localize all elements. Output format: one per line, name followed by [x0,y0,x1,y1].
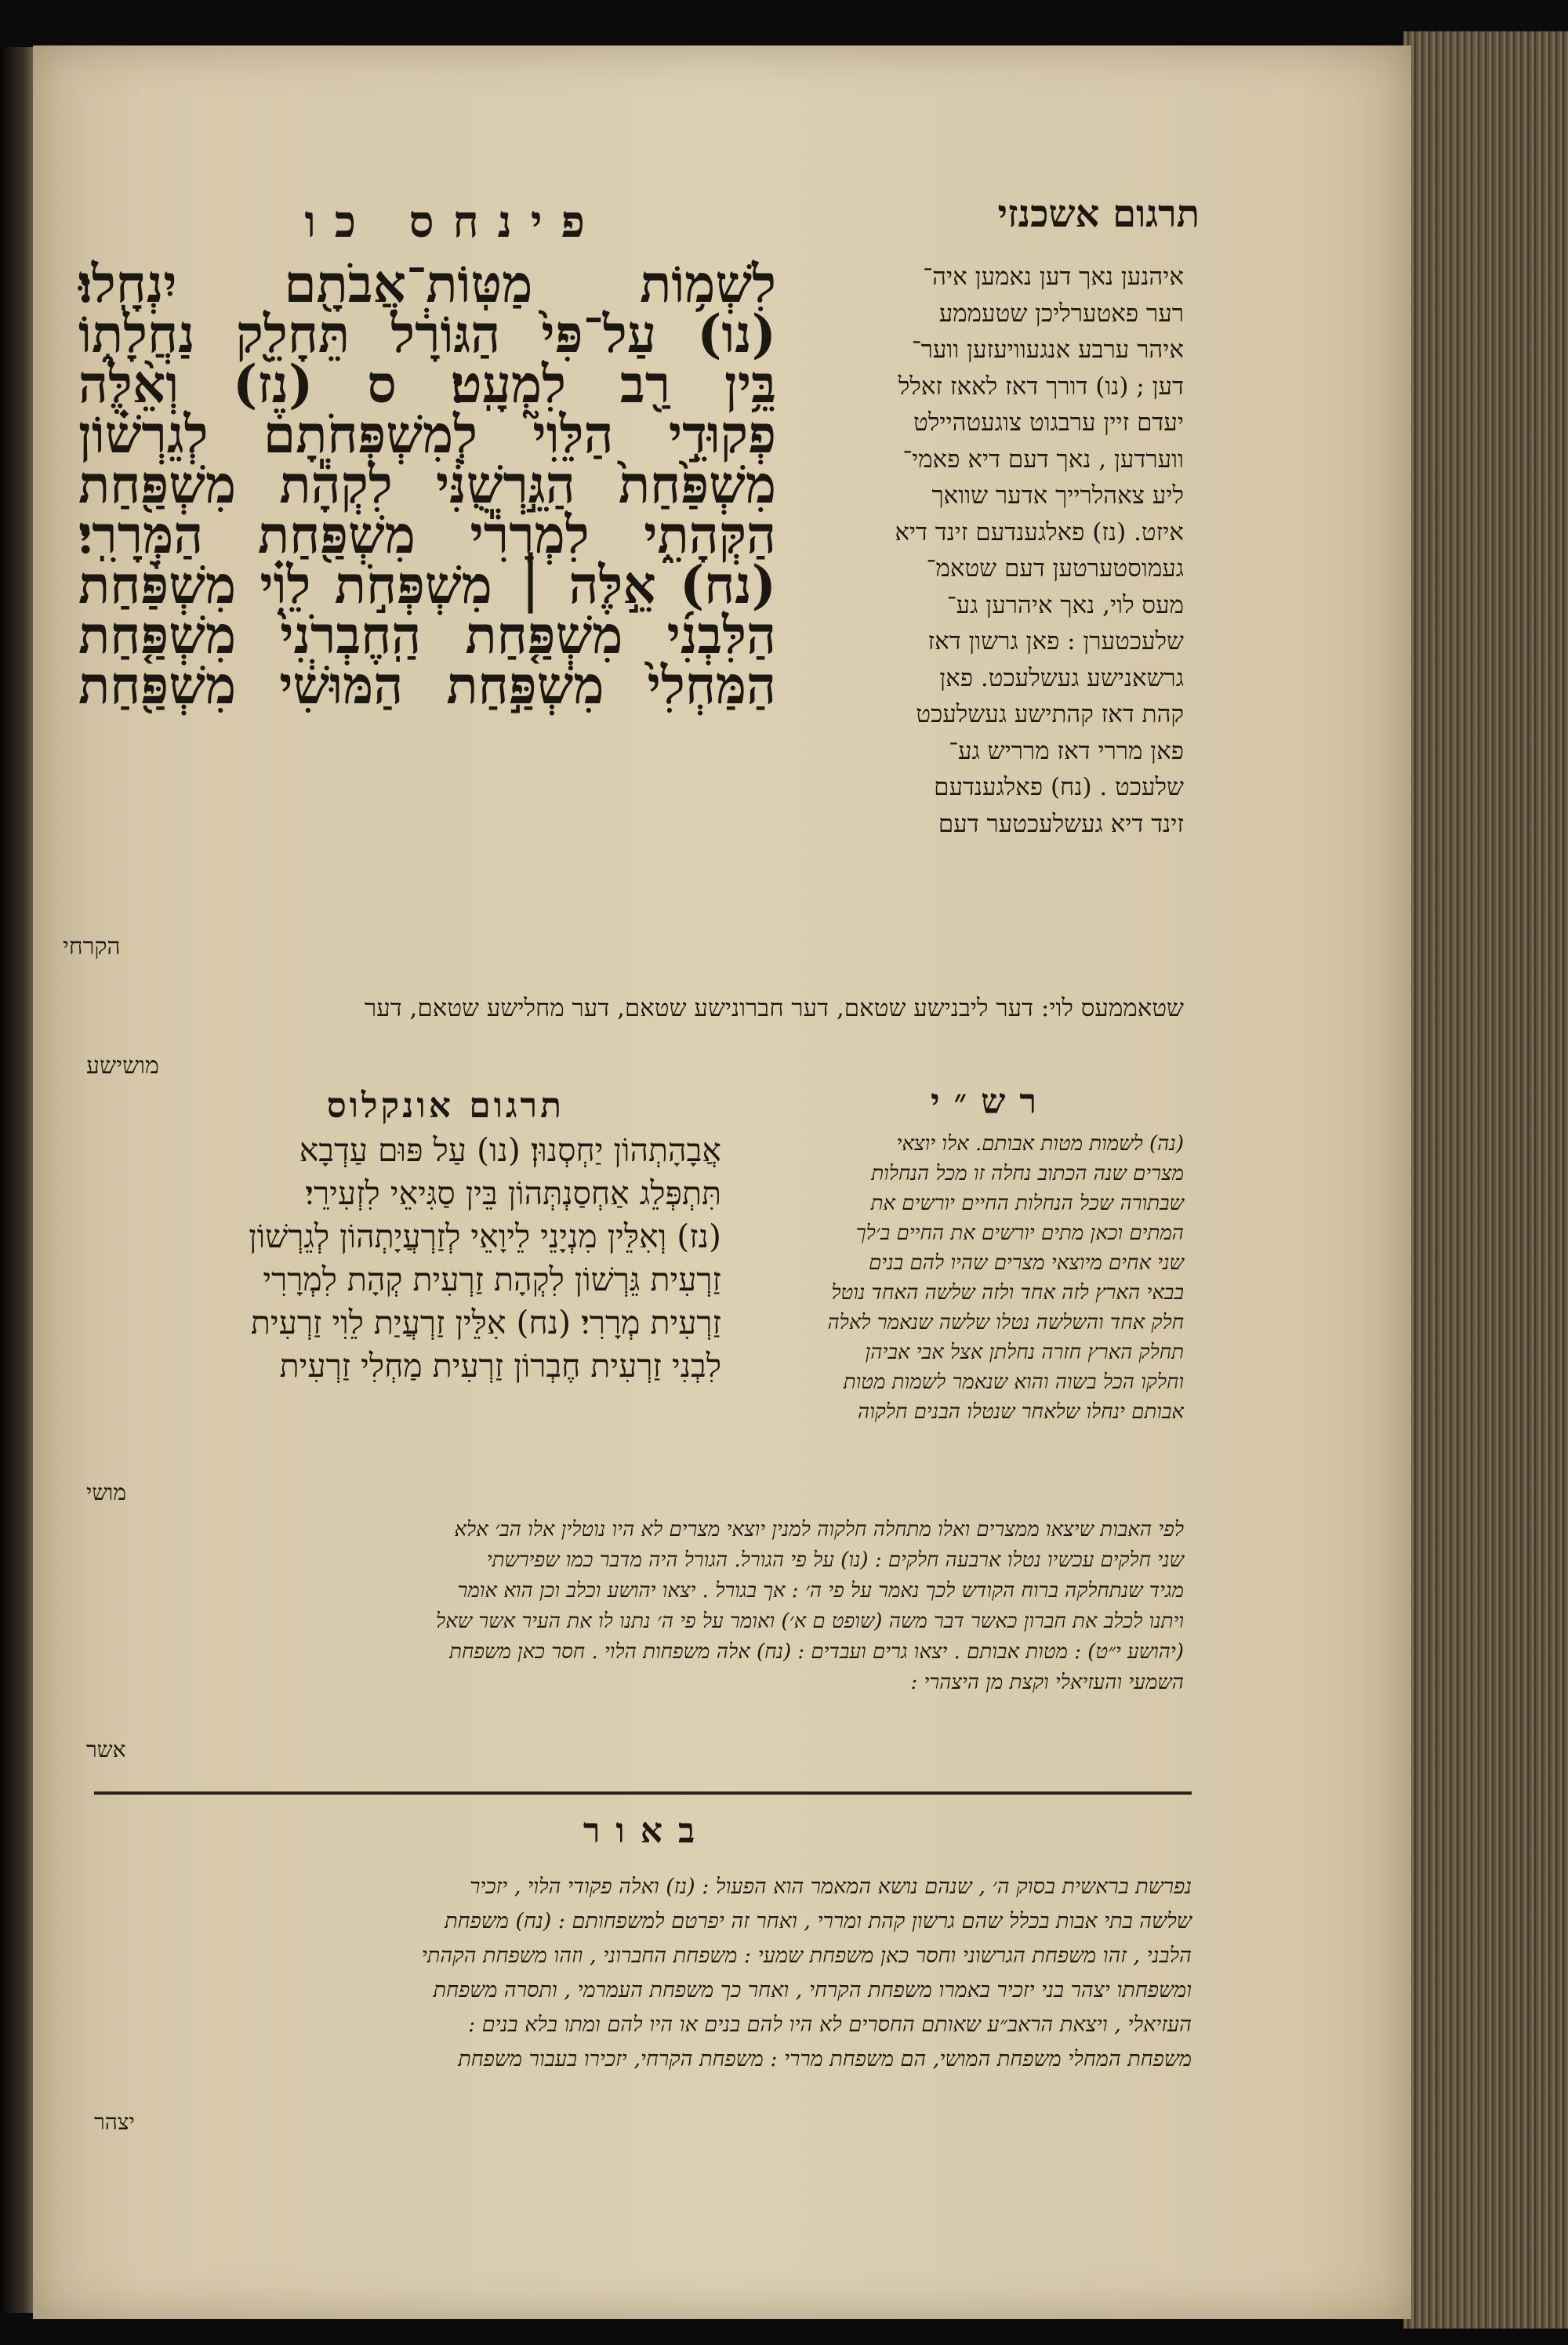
ta-line: פאן מררי דאז מרריש גע־ [949,736,1184,765]
biur-line: ומשפחתו יצהר בני יזכיר באמרו משפחת הקרחי , ואחר כך משפחת העמרמי , ותסרה משפחת [433,1978,1192,2002]
section-divider [94,1791,1192,1795]
catchword-main: הקרחי [63,933,121,960]
onkelos-line: לִבְנִי זַרְעִית חֶבְרוֹן זַרְעִית מַחְלִי זַרְעִית [279,1347,721,1385]
torah-text [78,253,776,716]
onkelos-line: זַרְעִית גֵּרְשׁוֹן לִקְהָת זַרְעִית קְהָת לִמְרָרִי [263,1261,721,1298]
torah-line: הַלִּבְנִ֜י מִשְׁפַּ֤חַת הַֽחֶבְרֹנִי֙ מִשְׁפַּ֤חַת [78,604,776,666]
onkelos-header: תרגום אונקלוס [326,1086,564,1126]
ta-line: קהת דאז קהתישע געשלעכט [916,700,1184,728]
rashi-line: שבתורה שכל הנחלות החיים יורשים את [870,1192,1184,1215]
ta-line: ווערדען , נאך דעם דיא פאמי־ [902,445,1184,474]
parashah-header: פינחס כו [304,196,604,248]
catchword-targum-ashkenazi: מושישע [86,1052,159,1080]
ta-line: יעדם זיין ערבגוט צוגעטהיילט [913,408,1184,437]
rashi-header: רש״י [930,1082,1051,1122]
rashi-line: השמעי והעזיאלי וקצת מן היצהרי : [910,1671,1184,1694]
rashi-line: בבאי הארץ לזה אחד ולזה שלשה האחד נוטל [831,1281,1184,1305]
biur-line: הלבני , זהו משפחת הגרשוני וחסר כאן משפחת שמעי : משפחת החברוני , וזהו משפחת הקהתי [421,1944,1192,1968]
torah-line: לִשְׁמ֥וֹת מַטּֽוֹת־אֲבֹתָ֖ם יִנְחָֽלוּ׃ [78,253,776,314]
rashi-line: המתים וכאן מתים יורשים את החיים ב׳לך [855,1222,1184,1245]
torah-line: הַקְּהָתִ֑י לִמְרָרִ֕י מִשְׁפַּ֖חַת הַמְּרָרִֽי׃ [78,504,776,565]
targum-ashkenazi-continuation: שטאממעס לוי: דער ליבנישע שטאם, דער חברונישע שטאם, דער מחלישע שטאם, דער [364,994,1184,1022]
torah-line: (נו) עַל־פִּי֙ הַגּוֹרָ֔ל תֵּחָלֵ֖ק נַחֲלָת֑וֹ [78,303,776,365]
rashi-line: (נה) לשמות מטות אבותם. אלו יוצאי [896,1132,1184,1156]
ta-line: ליע צאהלרייך אדער שוואך [931,481,1184,510]
onkelos-line: אֲבָהָתְהוֹן יַחְסְנוּן׃ (נו) עַל פּוּם עַדְבָא [299,1131,721,1169]
onkelos-line: (נז) וְאִלֵּין מִנְיָנֵי לֵיוָאֵי לְזַרְעֲיָתְהוֹן לְגֵרְשׁוֹן [249,1218,721,1255]
ta-line: דען ; (נו) דורך דאז לאאז זאלל [898,372,1184,401]
rashi-line: (יהושע י״ט) : מטות אבותם . יצאו גרים ועבדים : (נח) אלה משפחות הלוי . חסר כאן משפחת [449,1640,1184,1664]
rashi-line: וחלקו הכל בשוה והוא שנאמר לשמות מטות [843,1370,1184,1394]
torah-line: הַמַּחְלִי֙ מִשְׁפַּ֣חַת הַמּוּשִׁ֔י מִשְׁפַּ֖חַת [78,655,776,716]
ta-line: געמוסטערטען דעם שטאמ־ [926,554,1184,583]
ta-line: איהר ערבע אנגעוויעזען ווער־ [911,336,1184,364]
page-fore-edge [1403,31,1568,2329]
rashi-line: לפי האבות שיצאו ממצרים ואלו מתחלה חלקוה למנין יוצאי מצרים לא היו נוטלין אלו הב׳ אלא [454,1518,1184,1541]
rashi-line: תחלק הארץ חזרה נחלתן אצל אבי אביהן [865,1341,1184,1364]
ta-line: איזט. (נז) פאלגענדעם זינד דיא [895,517,1184,546]
ta-line: מעס לוי, נאך איהרען גע־ [946,590,1184,619]
ta-line: שלעכט . (נח) פאלגענדעם [934,773,1184,801]
targum-ashkenazi-text [768,259,1184,842]
catchword-onkelos: מושי [86,1479,126,1505]
torah-line: בֵּ֥ין רַ֖ב לִמְעָֽט׃ ס (נז) וְאֵ֨לֶּה [78,354,776,415]
onkelos-line: תִּתְפְּלֵג אַחְסַנְתְּהוֹן בֵּין סַגִּיאֵי לִזְעִירֵי׃ [305,1174,721,1212]
rashi-line: שני חלקים עכשיו נטלו ארבעה חלקים : (נו) על פי הגורל. הגורל היה מדבר כמו שפירשתי [486,1548,1184,1572]
rashi-line: מגיד שנתחלקה ברוח הקודש לכך נאמר על פי ה׳ : אך בגורל . יצאו יהושע וכלב וכן הוא אומר [457,1579,1184,1603]
biur-line: שלשה בתי אבות בכלל שהם גרשון קהת ומררי , ואחר זה יפרטם למשפחותם : (נח) משפחת [445,1909,1192,1933]
biur-header: באור [583,1811,711,1851]
rashi-line: חלק אחד והשלשה נטלו שלשה שנאמר לאלה [827,1311,1184,1334]
ta-line: גרשאנישע געשלעכט. פאן [939,663,1184,692]
biur-line: משפחת המחלי משפחת המושי, הם משפחת מררי : משפחת הקרחי, יזכירו בעבור משפחת [458,2047,1192,2071]
catchword-biur: יצהר [94,2109,135,2135]
ta-line: שלעכטערן : פאן גרשון דאז [927,627,1184,655]
catchword-rashi: אשר [86,1737,126,1762]
ta-line: רער פאטערליכן שטעממע [938,299,1184,328]
onkelos-text [78,1129,721,1388]
ta-line: זינד דיא געשלעכטער דעם [938,809,1184,838]
biur-line: נפרשת בראשית בסוק ה׳ , שנהם נושא המאמר הוא הפעול : (נז) ואלה פקודי הלוי , יזכיר [470,1875,1192,1899]
onkelos-line: זַרְעִית מְרָרִי׃ (נח) אִלֵּין זַרְעֲיַת לֵוִי זַרְעִית [250,1304,721,1341]
torah-line: מִשְׁפַּ֙חַת֙ הַגֵּ֣רְשֻׁנִּ֔י לִקְהָ֕ת מִשְׁפַּ֖חַת [78,454,776,515]
biur-line: העזיאלי , ויצאת הראב״ע שאותם החסרים לא היו להם בנים או היו להם ומתו בלא בנים : [468,2013,1192,2037]
torah-line: פְקוּדֵ֣י הַלֵּוִי֮ לְמִשְׁפְּחֹתָם֒ לְגֵרְשׁ֗וֹן [78,404,776,465]
targum-ashkenazi-header: תרגום אשכנזי [997,192,1200,236]
rashi-line: שני אחים מיוצאי מצרים שהיו להם בנים [869,1251,1184,1275]
torah-line: (נח) אֵ֣לֶּה ׀ מִשְׁפְּחֹ֣ת לֵוִ֗י מִשְׁפַּ֨חַת [78,554,776,615]
rashi-text [737,1129,1184,1427]
biur-text [94,1870,1192,2077]
rashi-line: ויתנו לכלב את חברון כאשר דבר משה (שופט ם א׳) ואומר על פי ה׳ נתנו לו את העיר אשר שאל [435,1610,1184,1633]
rashi-line: מצרים שנה הכתוב נחלה זו מכל הנחלות [871,1162,1184,1185]
rashi-continuation [125,1515,1184,1698]
left-book-edge [0,47,34,2313]
ta-line: איהנען נאך דען נאמען איה־ [923,263,1184,291]
rashi-line: אבותם ינחלו שלאחר שנטלו הבנים חלקוה [858,1400,1184,1424]
